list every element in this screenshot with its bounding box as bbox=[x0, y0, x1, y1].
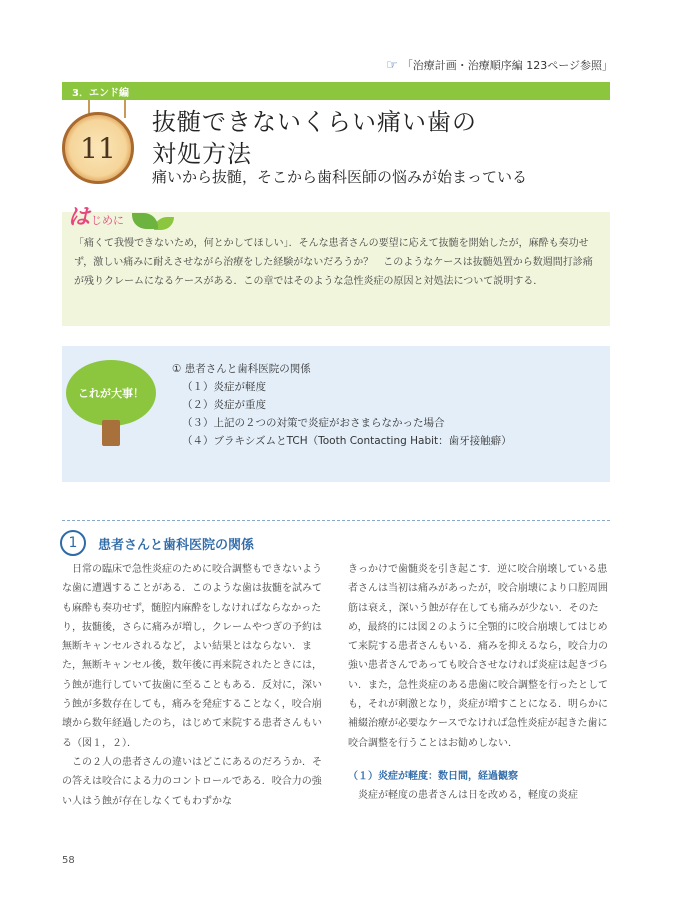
chapter-medal bbox=[62, 112, 134, 184]
body-paragraph: 炎症が軽度の患者さんは日を改める，軽度の炎症 bbox=[358, 790, 578, 802]
key-point: （２）炎症が重度 bbox=[182, 399, 266, 411]
reference-text: 「治療計画・治療順序編 123ページ参照」 bbox=[401, 59, 613, 72]
title-line-1: 抜髄できないくらい痛い歯の bbox=[152, 108, 477, 136]
body-paragraph: 日常の臨床で急性炎症のために咬合調整もできないような歯に遭遇することがある．このような歯は抜髄を試みても麻酔も奏功せず，髄腔内麻酔をしなければならなかったり，抜髄後，さらに痛みが増し，クレームやつぎの予約は無断キャンセルされるなど，よい結果とはならない．また，無断キャンセル後，数年後に再来院されたときには，う蝕が進行していて抜歯に至ることもある．反対に，深いう蝕が多数存在しても，痛みを発症することなく，咬合崩壊から数年経過したのち，はじめて来院する患者さんもいる（図１，２）． bbox=[62, 564, 322, 749]
section-number-badge: 1 bbox=[60, 530, 86, 556]
reference-note bbox=[386, 57, 613, 73]
key-points-label: これが大事！ bbox=[78, 387, 144, 400]
subsection-title: （１）炎症が軽度：数日間，経過観察 bbox=[348, 770, 518, 782]
pointing-hand-icon: ☞ bbox=[386, 57, 398, 73]
key-point: ① 患者さんと歯科医院の関係 bbox=[172, 363, 311, 375]
body-column-right bbox=[348, 560, 610, 806]
key-point: （１）炎症が軽度 bbox=[182, 381, 266, 393]
intro-heading bbox=[68, 200, 174, 231]
leaf-icon bbox=[132, 213, 158, 229]
chapter-number: 11 bbox=[80, 131, 116, 165]
key-point: （３）上記の２つの対策で炎症がおさまらなかった場合 bbox=[182, 417, 445, 429]
intro-heading-rest: じめに bbox=[91, 214, 125, 227]
intro-text: 「痛くて我慢できないため，何とかしてほしい」．そんな患者さんの要望に応えて抜髄を開始したが，麻酔も奏功せず，激しい痛みに耐えさせながら治療をした経験がないだろうか？ このようなケースは抜髄処置から数週間打診痛が残りクレームになるケースがある．この章ではそのような急性炎症の原因と対処法について説明する． bbox=[74, 238, 593, 287]
body-paragraph: きっかけで歯髄炎を引き起こす．逆に咬合崩壊している患者さんは当初は痛みがあったが，咬合崩壊により口腔周囲筋は衰え，深いう蝕が存在しても痛みが少ない．そのため，最終的には図２のように全顎的に咬合崩壊してはじめて来院する患者さんもいる．痛みを抑えるなら，咬合力の強い患者さんであっても咬合させなければ炎症は起きづらい．また，急性炎症のある患歯に咬合調整を行ったとしても，それが刺激となり，炎症が増すことになる．明らかに補綴治療が必要なケースでなければ急性炎症が起きた歯に咬合調整を行うことはお勧めしない． bbox=[348, 564, 608, 749]
chapter-subtitle: 痛いから抜髄，そこから歯科医師の悩みが始まっている bbox=[152, 168, 528, 186]
title-line-2: 対処方法 bbox=[152, 140, 252, 168]
tree-trunk bbox=[102, 420, 120, 446]
tree-icon bbox=[66, 360, 156, 426]
chapter-title bbox=[152, 106, 477, 170]
body-column-left bbox=[62, 560, 324, 811]
section-title: 患者さんと歯科医院の関係 bbox=[98, 538, 255, 553]
section-divider bbox=[62, 520, 610, 521]
intro-heading-ha: は bbox=[68, 205, 91, 230]
rope-right bbox=[124, 100, 126, 118]
body-paragraph: この２人の患者さんの違いはどこにあるのだろうか．その答えは咬合による力のコントロールである．咬合力の強い人はう蝕が存在しなくてもわずかな bbox=[62, 756, 322, 807]
section-bar bbox=[62, 82, 610, 100]
section-label: 3．エンド編 bbox=[72, 88, 129, 99]
page-number: 58 bbox=[62, 855, 75, 866]
key-points-list bbox=[172, 360, 512, 450]
key-point: （４）ブラキシズムとTCH（Tooth Contacting Habit：歯牙接触癖） bbox=[182, 435, 512, 447]
